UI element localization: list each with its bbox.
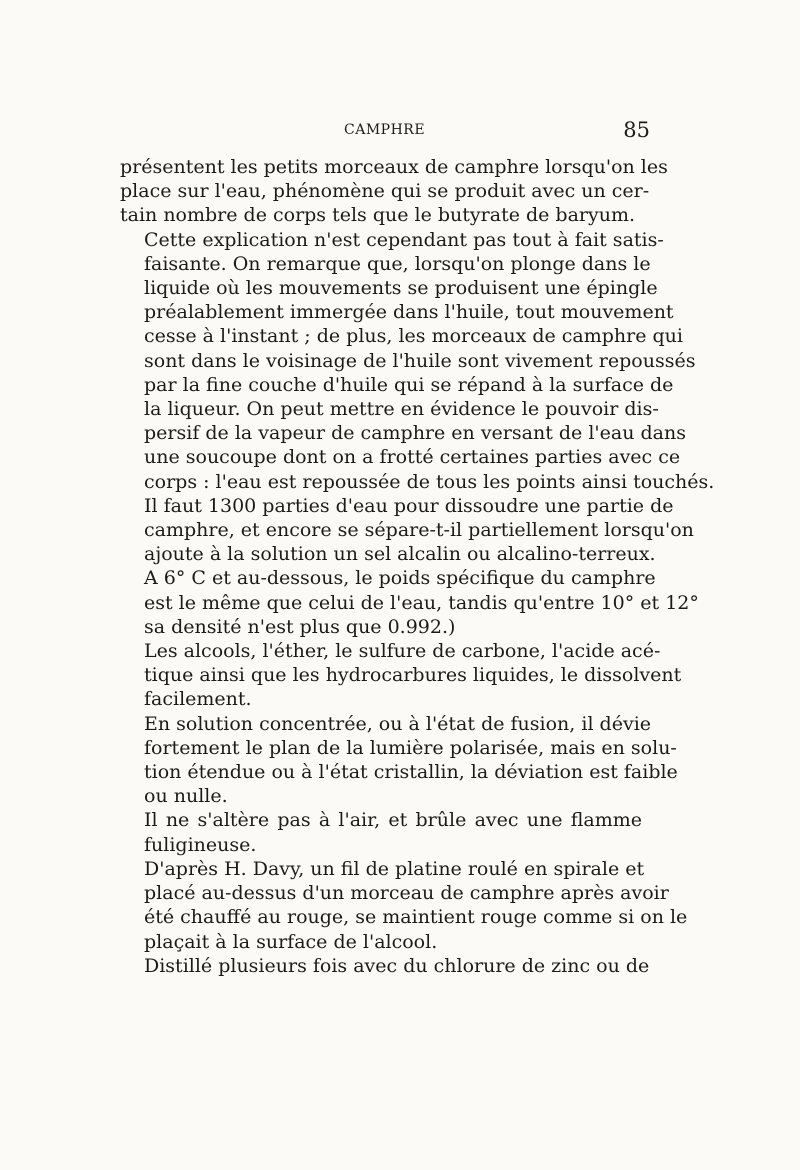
- text-line: D'après H. Davy, un fil de platine roulé en spirale et: [144, 857, 645, 880]
- text-line: corps : l'eau est repoussée de tous les points ainsi touchés.: [144, 470, 715, 493]
- text-line: fuligineuse.: [144, 833, 257, 856]
- running-title: CAMPHRE: [344, 122, 426, 138]
- text-line: par la fine couche d'huile qui se répand à la surface de: [144, 373, 674, 396]
- text-line: faisante. On remarque que, lorsqu'on plonge dans le: [144, 252, 651, 275]
- text-line: préalablement immergée dans l'huile, tout mouvement: [144, 301, 674, 324]
- paragraph: [120, 954, 650, 978]
- text-line: Cette explication n'est cependant pas tout à fait satis-: [144, 228, 664, 251]
- text-line: présentent les petits morceaux de camphre lorsqu'on les: [120, 156, 668, 178]
- text-line: Les alcools, l'éther, le sulfure de carbone, l'acide acé-: [144, 640, 661, 663]
- text-line: camphre, et encore se sépare-t-il partiellement lorsqu'on: [144, 519, 694, 542]
- page-number: 85: [623, 118, 650, 142]
- paragraph: [120, 639, 682, 712]
- text-line: ajoute à la solution un sel alcalin ou alcalino-terreux.: [144, 543, 656, 566]
- text-line: place sur l'eau, phénomène qui se produit avec un cer-: [120, 180, 650, 203]
- text-line: sa densité n'est plus que 0.992.): [144, 615, 456, 638]
- text-line: sont dans le voisinage de l'huile sont vivement repoussés: [144, 349, 696, 372]
- text-line: En solution concentrée, ou à l'état de fusion, il dévie: [144, 712, 652, 735]
- text-line: Il faut 1300 parties d'eau pour dissoudre une partie de: [144, 494, 674, 517]
- running-header: [120, 118, 650, 148]
- paragraph: [120, 494, 694, 567]
- text-line: fortement le plan de la lumière polarisée, mais en solu-: [144, 736, 677, 759]
- text-line: ou nulle.: [144, 785, 228, 808]
- text-line: tain nombre de corps tels que le butyrate de baryum.: [120, 204, 636, 227]
- text-line: facilement.: [144, 688, 252, 711]
- paragraph: [120, 857, 688, 954]
- text-line: tion étendue ou à l'état cristallin, la déviation est faible: [144, 761, 678, 784]
- paragraph: [120, 712, 678, 809]
- text-line: été chauffé au rouge, se maintient rouge comme si on le: [144, 906, 688, 929]
- paragraph: [120, 566, 699, 639]
- text-line: A 6° C et au-dessous, le poids spécifique du camphre: [144, 567, 656, 590]
- text-line: placé au-dessus d'un morceau de camphre après avoir: [144, 882, 669, 905]
- text-line: Il ne s'altère pas à l'air, et brûle avec une flamme: [144, 809, 642, 832]
- text-line: plaçait à la surface de l'alcool.: [144, 930, 438, 953]
- text-line: tique ainsi que les hydrocarbures liquides, le dissolvent: [144, 664, 682, 687]
- text-line: cesse à l'instant ; de plus, les morceaux de camphre qui: [144, 325, 683, 348]
- paragraph: [120, 808, 642, 856]
- text-line: une soucoupe dont on a frotté certaines parties avec ce: [144, 446, 681, 469]
- text-line: liquide où les mouvements se produisent une épingle: [144, 277, 658, 300]
- body-text: [120, 155, 715, 978]
- text-line: Distillé plusieurs fois avec du chlorure de zinc ou de: [144, 954, 650, 977]
- text-line: est le même que celui de l'eau, tandis qu'entre 10° et 12°: [144, 591, 699, 614]
- paragraph: [120, 155, 668, 228]
- text-line: la liqueur. On peut mettre en évidence le pouvoir dis-: [144, 398, 659, 421]
- text-line: persif de la vapeur de camphre en versant de l'eau dans: [144, 422, 686, 445]
- paragraph: [120, 228, 715, 494]
